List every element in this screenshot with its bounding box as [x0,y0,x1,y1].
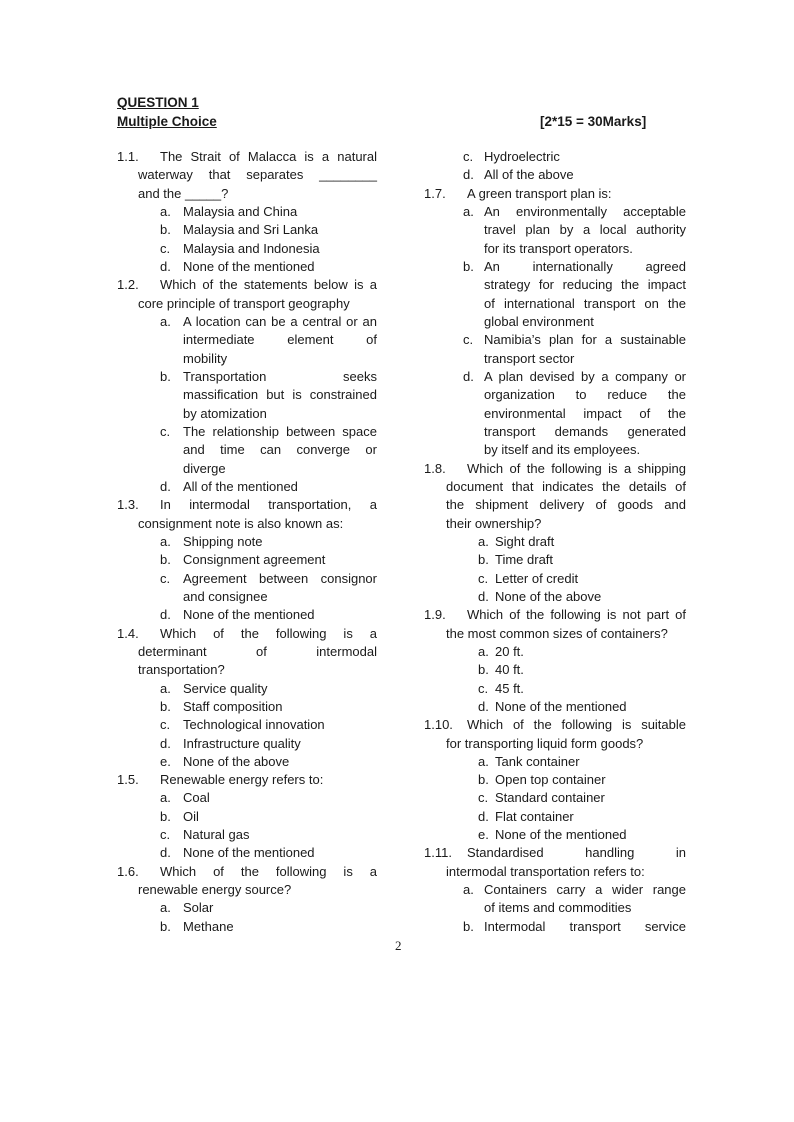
option-text: Consignment agreement [183,552,326,568]
option-line [424,423,686,441]
option-letter: c. [160,240,171,256]
option-text: None of the mentioned [183,607,315,623]
option-line [424,368,686,386]
option-letter: a. [160,790,171,806]
option-line [424,588,686,606]
option-text: transport sector [484,350,575,366]
option-text: and consignee [183,588,268,604]
option-text: Malaysia and China [183,203,298,219]
option-letter: d. [160,845,171,861]
question-line [424,515,686,533]
question-line [117,515,377,533]
option-text: Solar [183,900,214,916]
question-text: A green transport plan is: [467,185,612,201]
option-text: A plan devised by a company or [484,368,686,384]
option-text: Shipping note [183,533,263,549]
question-text: Which of the following is suitable [467,717,686,733]
option-line [117,698,377,716]
option-text: Standard container [495,790,605,806]
option-line [117,918,377,936]
option-text: and time can converge or [183,442,377,458]
option-line [117,478,377,496]
option-letter: c. [478,680,489,696]
option-letter: b. [463,258,474,274]
question-line [424,844,686,862]
option-line [424,258,686,276]
option-letter: b. [160,808,171,824]
option-text: of items and commodities [484,900,632,916]
option-text: Tank container [495,753,580,769]
option-letter: b. [478,552,489,568]
option-line [424,918,686,936]
option-text: diverge [183,460,226,476]
option-line [117,588,377,606]
question-line [117,881,377,899]
option-line [117,680,377,698]
question-text: renewable energy source? [138,882,292,898]
option-letter: d. [160,478,171,494]
option-line [424,661,686,679]
option-letter: d. [478,808,489,824]
option-line [117,826,377,844]
option-line [424,551,686,569]
option-line [424,570,686,588]
question-line [117,295,377,313]
question-text: Which of the statements below is a [160,277,377,293]
option-line [117,533,377,551]
option-text: mobility [183,350,228,366]
option-letter: a. [160,900,171,916]
option-letter: a. [463,882,474,898]
question-line [117,496,377,514]
option-text: An environmentally acceptable [484,203,686,219]
question-text: In intermodal transportation, a [160,497,377,513]
option-line [424,680,686,698]
option-line [424,808,686,826]
option-text: A location can be a central or an [183,313,377,329]
question-text: and the _____? [138,185,229,201]
option-text: All of the above [484,167,574,183]
option-letter: c. [463,332,474,348]
option-line [117,789,377,807]
option-text: Malaysia and Indonesia [183,240,320,256]
option-letter: b. [463,918,474,934]
option-letter: b. [478,662,489,678]
question-text: waterway that separates ________ [138,167,377,183]
option-letter: c. [160,570,171,586]
option-text: Agreement between consignor [183,570,377,586]
question-line [424,863,686,881]
option-line [117,808,377,826]
question-text: document that indicates the details of [446,478,686,494]
option-letter: a. [160,313,171,329]
option-line [424,405,686,423]
question-line [117,661,377,679]
option-text: Natural gas [183,827,250,843]
question-text: Renewable energy refers to: [160,772,324,788]
option-line [117,753,377,771]
option-text: None of the mentioned [183,258,315,274]
option-text: organization to reduce the [484,387,686,403]
question-line [424,478,686,496]
option-text: travel plan by a local authority [484,222,686,238]
question-line [117,276,377,294]
option-line [424,240,686,258]
option-text: Methane [183,918,234,934]
option-text: Open top container [495,772,606,788]
option-line [424,350,686,368]
option-letter: d. [478,698,489,714]
option-line [424,386,686,404]
option-line [424,441,686,459]
option-text: 40 ft. [495,662,524,678]
question-text: their ownership? [446,515,542,531]
option-line [117,423,377,441]
option-line [424,881,686,899]
question-line [117,625,377,643]
option-text: Staff composition [183,698,283,714]
question-number: 1.2. [117,277,139,293]
option-line [424,148,686,166]
question-line [424,625,686,643]
option-text: None of the mentioned [495,698,627,714]
option-text: Containers carry a wider range [484,882,686,898]
question-line [424,185,686,203]
option-line [117,258,377,276]
option-text: None of the above [183,753,290,769]
option-line [424,331,686,349]
question-line [424,716,686,734]
option-letter: c. [160,423,171,439]
question-text: Which of the following is a shipping [467,460,686,476]
option-text: None of the mentioned [495,827,627,843]
page-number: 2 [395,938,402,953]
option-letter: d. [478,588,489,604]
question-line [117,166,377,184]
option-line [117,551,377,569]
option-letter: a. [160,203,171,219]
option-letter: d. [160,607,171,623]
option-line [117,606,377,624]
option-letter: a. [160,533,171,549]
option-text: 45 ft. [495,680,524,696]
option-text: by itself and its employees. [484,442,641,458]
question-line [424,460,686,478]
option-letter: b. [478,772,489,788]
option-letter: a. [478,643,489,659]
question-number: 1.11. [424,845,452,861]
marks-allocation: [2*15 = 30Marks] [540,114,647,129]
option-letter: c. [478,570,489,586]
option-text: intermediate element of [183,332,377,348]
option-letter: a. [160,680,171,696]
option-line [117,570,377,588]
option-letter: a. [478,533,489,549]
question-line [424,606,686,624]
question-number: 1.4. [117,625,139,641]
option-letter: c. [463,149,474,164]
option-letter: c. [160,717,171,733]
question-text: Which of the following is a [160,625,377,641]
option-line [424,221,686,239]
option-line [117,460,377,478]
option-line [117,844,377,862]
question-text: The Strait of Malacca is a natural [160,149,377,164]
option-text: 20 ft. [495,643,524,659]
option-letter: d. [160,735,171,751]
option-text: Time draft [495,552,554,568]
option-letter: c. [478,790,489,806]
option-text: Infrastructure quality [183,735,301,751]
option-text: Technological innovation [183,717,325,733]
option-letter: d. [463,167,474,183]
option-text: None of the above [495,588,602,604]
option-text: Coal [183,790,210,806]
option-letter: b. [160,698,171,714]
question-line [424,496,686,514]
option-line [117,221,377,239]
option-line [424,826,686,844]
question-text: Which of the following is not part of [467,607,686,623]
option-text: transport demands generated [484,423,686,439]
question-text: Standardised handling in [467,845,686,861]
question-line [117,185,377,203]
option-line [424,771,686,789]
option-line [424,533,686,551]
question-number: 1.5. [117,772,139,788]
option-text: Intermodal transport service [484,918,686,934]
question-number: 1.7. [424,185,446,201]
option-letter: d. [463,368,474,384]
option-line [424,789,686,807]
option-line [424,295,686,313]
option-text: massification but is constrained [183,387,377,403]
option-line [117,735,377,753]
option-line [424,203,686,221]
option-text: Namibia’s plan for a sustainable [484,332,686,348]
question-number: 1.6. [117,863,139,879]
option-letter: a. [463,203,474,219]
question-text: the most common sizes of containers? [446,625,668,641]
option-line [117,313,377,331]
question-line [424,735,686,753]
option-line [424,698,686,716]
option-line [117,368,377,386]
option-line [117,350,377,368]
option-line [117,331,377,349]
option-text: by atomization [183,405,267,421]
option-letter: b. [160,368,171,384]
option-letter: b. [160,222,171,238]
question-line [117,863,377,881]
option-line [424,643,686,661]
question-line [117,643,377,661]
option-line [117,240,377,258]
option-text: Letter of credit [495,570,579,586]
option-letter: b. [160,552,171,568]
option-line [117,441,377,459]
question-number: 1.3. [117,497,139,513]
question-line [117,148,377,166]
question-text: core principle of transport geography [138,295,350,311]
question-number: 1.1. [117,149,139,164]
right-column [424,148,686,936]
option-text: The relationship between space [183,423,377,439]
option-text: None of the mentioned [183,845,315,861]
question-text: for transporting liquid form goods? [446,735,644,751]
question-title: QUESTION 1 [117,95,199,110]
option-line [424,753,686,771]
option-letter: e. [478,827,489,843]
question-text: intermodal transportation refers to: [446,863,645,879]
question-line [117,771,377,789]
option-text: for its transport operators. [484,240,633,256]
option-letter: d. [160,258,171,274]
option-line [117,899,377,917]
question-number: 1.9. [424,607,446,623]
question-number: 1.8. [424,460,446,476]
option-letter: a. [478,753,489,769]
left-column [117,148,377,936]
option-text: Transportation seeks [183,368,377,384]
option-text: strategy for reducing the impact [484,277,686,293]
option-text: environmental impact of the [484,405,686,421]
question-text: transportation? [138,662,225,678]
question-text: determinant of intermodal [138,643,377,659]
option-letter: c. [160,827,171,843]
option-line [424,899,686,917]
option-line [117,716,377,734]
question-text: the shipment delivery of goods and [446,497,686,513]
option-text: Flat container [495,808,574,824]
option-text: Malaysia and Sri Lanka [183,222,319,238]
option-text: All of the mentioned [183,478,298,494]
question-text: consignment note is also known as: [138,515,344,531]
option-line [424,166,686,184]
option-line [424,313,686,331]
option-line [117,405,377,423]
option-line [117,203,377,221]
option-text: global environment [484,313,594,329]
option-line [117,386,377,404]
option-text: An internationally agreed [484,258,686,274]
option-letter: e. [160,753,171,769]
option-text: Service quality [183,680,268,696]
option-text: Sight draft [495,533,555,549]
section-title: Multiple Choice [117,114,217,129]
question-text: Which of the following is a [160,863,377,879]
option-text: Hydroelectric [484,149,560,164]
option-text: Oil [183,808,199,824]
option-text: of international transport on the [484,295,686,311]
option-letter: b. [160,918,171,934]
option-line [424,276,686,294]
question-number: 1.10. [424,717,453,733]
